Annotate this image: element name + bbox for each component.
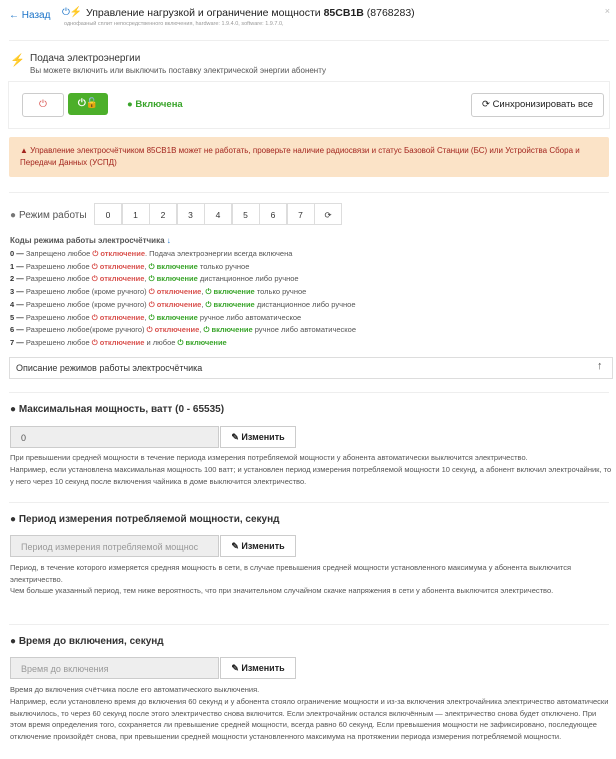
code-row-5 (10, 313, 301, 323)
off-label: ⏻ отключение (91, 261, 145, 271)
mode-button-4[interactable]: 4 (204, 203, 232, 225)
code-text: , (201, 287, 206, 297)
code-text: Разрешено любое (23, 337, 92, 347)
on-label: ⏻ включение (203, 325, 253, 335)
divider (9, 624, 609, 625)
time-on-title (10, 636, 164, 647)
code-text: ручное либо автоматическое (197, 312, 302, 322)
meter-serial: (8768283) (366, 7, 415, 19)
code-row-1 (10, 262, 249, 272)
code-text: , (144, 274, 149, 284)
on-label: ⏻ включение (148, 312, 198, 322)
code-text: , (201, 299, 206, 309)
on-label: ⏻ включение (205, 287, 255, 297)
code-row-3 (10, 287, 306, 297)
power-off-button[interactable]: ⏻ (22, 93, 64, 117)
page-title (86, 7, 415, 19)
period-input[interactable]: Период измерения потребляемой мощнос (10, 535, 219, 557)
time-on-desc-2: Например, если установлено время до включения 60 секунд и у абонента стояло ограничение мощности и из-за включения электрочайника электричество автоматически выключилось, то через 60 секунд после этого электричество снова включится. Если электрочайник остался включённым — электричество снова будет отключено. При этом время определения того, сохраняется ли превышение средней мощности, всегда равно 60 секунд. Если превышения мощности не зафиксировано, последующее отключение произойдёт снова, при превышении средней мощности установленного максимума на протяжении периода измерения потребляемой мощности. (10, 697, 609, 741)
off-label: ⏻ отключение (148, 287, 202, 297)
period-change-button[interactable]: ✎ Изменить (220, 535, 296, 557)
code-number: 4 — (10, 299, 24, 309)
code-row-4 (10, 300, 356, 310)
period-title (10, 514, 279, 525)
code-number: 7 — (10, 337, 24, 347)
code-text: ручное либо автоматическое (252, 325, 356, 335)
code-text: дистанционное либо ручное (254, 299, 356, 309)
info-icon: ● (10, 514, 17, 525)
modes-description-label: Описание режимов работы электросчётчика (16, 363, 203, 373)
time-on-input[interactable]: Время до включения (10, 657, 219, 679)
on-label: ⏻ включение (177, 337, 227, 347)
code-text: только ручное (254, 287, 307, 297)
max-power-desc-2: Например, если установлена максимальная мощность 100 ватт; и установлен период измерения потребляемой мощности 10 секунд, а абонент включил электрочайник, то у него через 10 секунд после включения чайника в доме выключится электричество. (10, 465, 612, 486)
arrow-up-icon[interactable]: ↑ (597, 360, 603, 372)
info-icon: ● (10, 404, 17, 415)
divider (9, 40, 609, 41)
on-label: ⏻ включение (205, 299, 255, 309)
power-bolt-icon: ⏻⚡ (62, 7, 83, 18)
code-number: 5 — (10, 312, 24, 322)
max-power-title (10, 404, 224, 415)
mode-button-3[interactable]: 3 (177, 203, 205, 225)
code-number: 2 — (10, 274, 24, 284)
codes-title-text: Коды режима работы электросчётчика (10, 236, 165, 245)
lightning-icon: ⚡ (10, 53, 25, 67)
code-row-2 (10, 274, 299, 284)
mode-label: Режим работы (19, 210, 87, 221)
code-number: 3 — (10, 287, 24, 297)
code-text: Разрешено любое(кроме ручного) (23, 325, 147, 335)
mode-button-6[interactable]: 6 (259, 203, 287, 225)
close-icon[interactable]: × (604, 6, 610, 16)
time-on-change-button[interactable]: ✎ Изменить (220, 657, 296, 679)
mode-refresh-button[interactable]: ⟳ (314, 203, 342, 225)
page-subtitle: однофазный сплит непосредственного включения, hardware: 1.9.4.0, software: 1.9.7.0, (64, 21, 284, 27)
time-on-desc-1: Время до включения счётчика после его автоматического выключения. (10, 685, 260, 694)
code-text: Разрешено любое (кроме ручного) (23, 287, 149, 297)
codes-title (10, 236, 171, 245)
time-on-title-text: Время до включения, секунд (18, 636, 164, 647)
code-text: Запрещено любое (23, 249, 93, 258)
code-text: , (144, 312, 149, 322)
period-desc-1: Период, в течение которого измеряется средняя мощность в сети, в случае превышения средней мощности установленного максимума у абонента выключится электричество. (10, 563, 572, 584)
off-label: ⏻ отключение (92, 249, 145, 258)
code-text: , (144, 261, 149, 271)
divider (9, 192, 609, 193)
off-label: ⏻ отключение (91, 312, 145, 322)
mode-button-7[interactable]: 7 (287, 203, 315, 225)
mode-button-1[interactable]: 1 (122, 203, 150, 225)
code-number: 6 — (10, 325, 24, 335)
meter-model: 85СВ1В (323, 7, 364, 19)
mode-button-2[interactable]: 2 (149, 203, 177, 225)
bulb-icon: ● (10, 210, 17, 221)
code-row-6 (10, 325, 356, 335)
off-label: ⏻ отключение (148, 299, 202, 309)
mode-button-5[interactable]: 5 (232, 203, 260, 225)
code-text: , (199, 325, 204, 335)
sync-all-button[interactable]: ⟳ Синхронизировать все (471, 93, 604, 117)
code-text: Разрешено любое (кроме ручного) (23, 299, 149, 309)
warning-text: ▲ Управление электросчётчиком 85СВ1В может не работать, проверьте наличие радиосвязи и статус Базовой Станции (БС) или Устройства Сбора и Передачи Данных (УСПД) (20, 146, 580, 167)
title-prefix: Управление нагрузкой и ограничение мощности (86, 7, 321, 19)
code-text: дистанционное либо ручное (197, 274, 299, 284)
max-power-change-button[interactable]: ✎ Изменить (220, 426, 296, 448)
max-power-input[interactable]: 0 (10, 426, 219, 448)
code-text: Разрешено любое (23, 274, 92, 284)
period-desc-2: Чем больше указанный период, тем ниже вероятность, что при значительном случайном скачке напряжения в сети у абонента выключится электричество. (10, 586, 554, 595)
period-title-text: Период измерения потребляемой мощности, секунд (18, 514, 280, 525)
code-text: только ручное (197, 261, 250, 271)
power-section-subtitle: Вы можете включить или выключить поставку электрической энергии абоненту (30, 66, 326, 75)
off-label: ⏻ отключение (91, 274, 145, 284)
divider (9, 502, 609, 503)
code-number: 0 — (10, 249, 24, 258)
on-label: ⏻ включение (148, 261, 198, 271)
power-on-button[interactable]: ⏻🔓 (68, 93, 108, 115)
off-label: ⏻ отключение (146, 325, 200, 335)
code-number: 1 — (10, 261, 24, 271)
code-text: Разрешено любое (23, 261, 92, 271)
mode-button-0[interactable]: 0 (94, 203, 122, 225)
code-row-0 (10, 249, 292, 259)
code-text: . Подача электроэнергии всегда включена (145, 249, 293, 258)
on-label: ⏻ включение (148, 274, 198, 284)
arrow-down-icon[interactable]: ↓ (166, 236, 171, 245)
max-power-title-text: Максимальная мощность, ватт (0 - 65535) (18, 404, 225, 415)
power-state-badge: ● Включена (127, 99, 183, 110)
divider (9, 392, 609, 393)
back-link[interactable]: ← Назад (9, 10, 51, 21)
code-row-7 (10, 338, 227, 348)
page-header (0, 0, 616, 40)
code-text: Разрешено любое (23, 312, 92, 322)
code-text: и любое (144, 337, 178, 347)
power-section-title: Подача электроэнергии (30, 53, 141, 64)
info-icon: ● (10, 636, 17, 647)
off-label: ⏻ отключение (91, 337, 145, 347)
max-power-desc-1: При превышении средней мощности в течение периода измерения потребляемой мощности у абонента автоматически выключится электричество. (10, 453, 528, 462)
